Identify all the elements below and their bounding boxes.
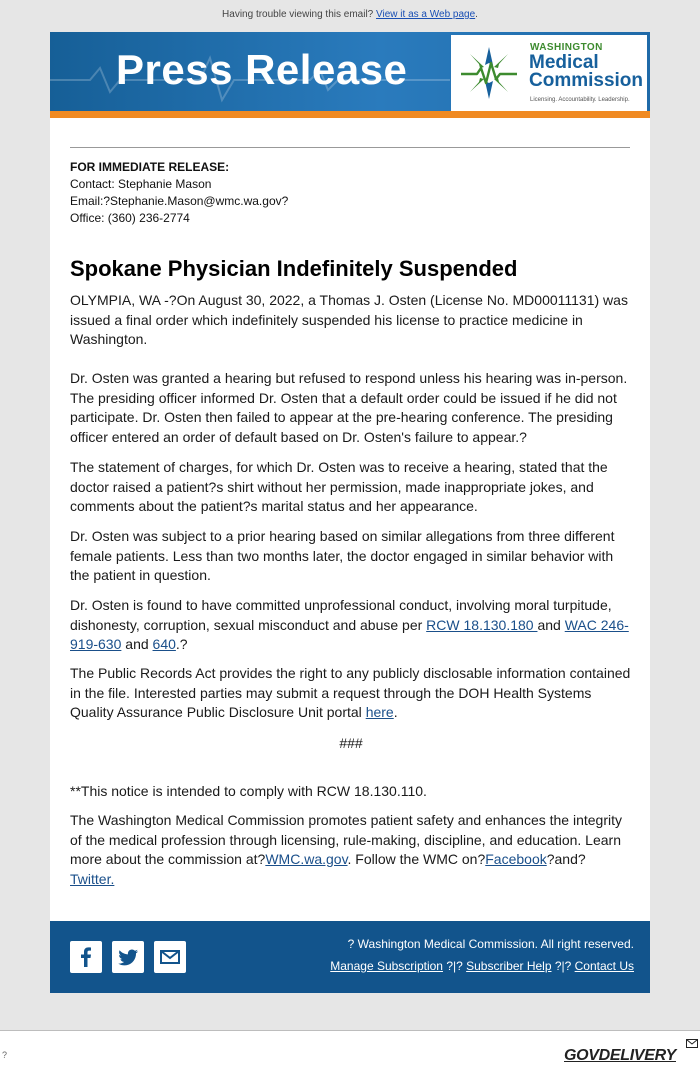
paragraph-findings <box>70 596 632 655</box>
logo-name-line1: Medical <box>529 52 599 73</box>
disclosure-portal-link[interactable]: here <box>365 704 394 721</box>
contact-name: Contact: Stephanie Mason <box>70 177 212 191</box>
about-text: The Washington Medical Commission promotes patient safety and enhances the integrity of the medical profession through licensing, rule-making, discipline, and education. Learn more about the commission at? <box>70 812 622 868</box>
paragraph-prior-hearing: Dr. Osten was subject to a prior hearing based on similar allegations from three different female patients. Less than two months later, the doctor engaged in similar behavior with the patient in question. <box>70 528 615 584</box>
footer-separator-1: ?|? <box>442 959 467 973</box>
public-records-end: . <box>393 704 398 721</box>
contact-block <box>70 159 288 227</box>
copyright-text: ? Washington Medical Commission. All right reserved. <box>347 937 634 951</box>
findings-and-2: and <box>125 636 149 653</box>
web-view-notice <box>0 9 700 20</box>
contact-us-link[interactable]: Contact Us <box>574 959 634 973</box>
logo-name-line2: Commission <box>529 70 644 91</box>
wmc-star-logo-icon <box>459 43 519 103</box>
web-view-suffix: . <box>475 9 478 20</box>
paragraph-public-records <box>70 664 632 723</box>
rcw-notice: **This notice is intended to comply with RCW 18.130.110. <box>70 783 427 799</box>
email-footer <box>50 921 650 993</box>
web-view-link[interactable]: View it as a Web page <box>376 9 476 20</box>
facebook-icon <box>70 941 102 973</box>
contact-email: Email:?Stephanie.Mason@wmc.wa.gov? <box>70 194 289 208</box>
rcw-18-130-180-link[interactable]: RCW 18.130.180 <box>426 616 538 633</box>
divider-rule <box>70 147 630 148</box>
press-release-banner <box>50 32 650 118</box>
banner-title: Press Release <box>116 46 408 93</box>
logo-commission-name <box>529 54 643 90</box>
footer-separator-2: ?|? <box>551 959 575 973</box>
govdelivery-wordmark: GOVDELIVERY <box>564 1047 676 1064</box>
banner-orange-stripe <box>50 111 650 118</box>
paragraph-hearing: Dr. Osten was granted a hearing but refused to respond unless his hearing was in-person. The presiding officer informed Dr. Osten that a default order could be issued if he did not participate. Dr. Osten then failed to appear at the pre-hearing conference. The presiding officer entered an order of default based on Dr. Osten's failure to appear.? <box>70 370 628 445</box>
public-records-text: The Public Records Act provides the right to any publicly disclosable information contained in the file. Interested parties may submit a request through the DOH Health Systems Quality Assurance Public Disclosure Unit portal <box>70 665 631 721</box>
subscriber-help-link[interactable]: Subscriber Help <box>466 959 552 973</box>
email-icon <box>154 941 186 973</box>
findings-and-1: and <box>537 616 561 633</box>
govdelivery-logo[interactable] <box>564 1047 688 1065</box>
end-separator: ### <box>339 735 363 751</box>
web-view-text: Having trouble viewing this email? <box>222 9 374 20</box>
wac-640-link[interactable]: 640 <box>152 636 176 653</box>
contact-office-phone: Office: (360) 236-2774 <box>70 211 190 225</box>
wmc-website-link[interactable]: WMC.wa.gov <box>265 851 348 868</box>
twitter-button[interactable] <box>112 941 144 973</box>
govdelivery-bar <box>0 1030 700 1073</box>
findings-end: .? <box>175 636 188 653</box>
twitter-text-link[interactable]: Twitter. <box>70 870 115 887</box>
about-follow-text: . Follow the WMC on? <box>347 851 486 868</box>
about-and-text: ?and? <box>546 851 586 868</box>
bottom-left-mark: ? <box>2 1050 8 1060</box>
envelope-icon <box>686 1039 698 1049</box>
manage-subscription-link[interactable]: Manage Subscription <box>330 959 443 973</box>
logo-state-label: WASHINGTON <box>530 42 603 53</box>
findings-text: Dr. Osten is found to have committed unprofessional conduct, involving moral turpitude, dishonesty, corruption, sexual misconduct and abuse per <box>70 597 612 633</box>
email-card <box>50 32 650 993</box>
article-headline: Spokane Physician Indefinitely Suspended <box>70 256 518 281</box>
paragraph-charges: The statement of charges, for which Dr. Osten was to receive a hearing, stated that the doctor raised a patient?s shirt without her permission, made inappropriate jokes, and comments about the patient?s marital status and her appearance. <box>70 459 608 515</box>
wmc-logo <box>451 35 647 111</box>
paragraph-about-wmc <box>70 811 632 889</box>
footer-links <box>330 959 634 973</box>
paragraph-order: OLYMPIA, WA -?On August 30, 2022, a Thomas J. Osten (License No. MD00011131) was issued a final order which indefinitely suspended his license to practice medicine in Washington. <box>70 292 628 348</box>
facebook-button[interactable] <box>70 941 102 973</box>
twitter-icon <box>112 941 144 973</box>
wac-246-919-630-link[interactable]: WAC 246-919-630 <box>70 616 629 653</box>
email-share-button[interactable] <box>154 941 186 973</box>
facebook-text-link[interactable]: Facebook <box>485 851 547 868</box>
logo-tagline: Licensing. Accountability. Leadership. <box>530 97 630 103</box>
immediate-release-label: FOR IMMEDIATE RELEASE: <box>70 160 230 174</box>
